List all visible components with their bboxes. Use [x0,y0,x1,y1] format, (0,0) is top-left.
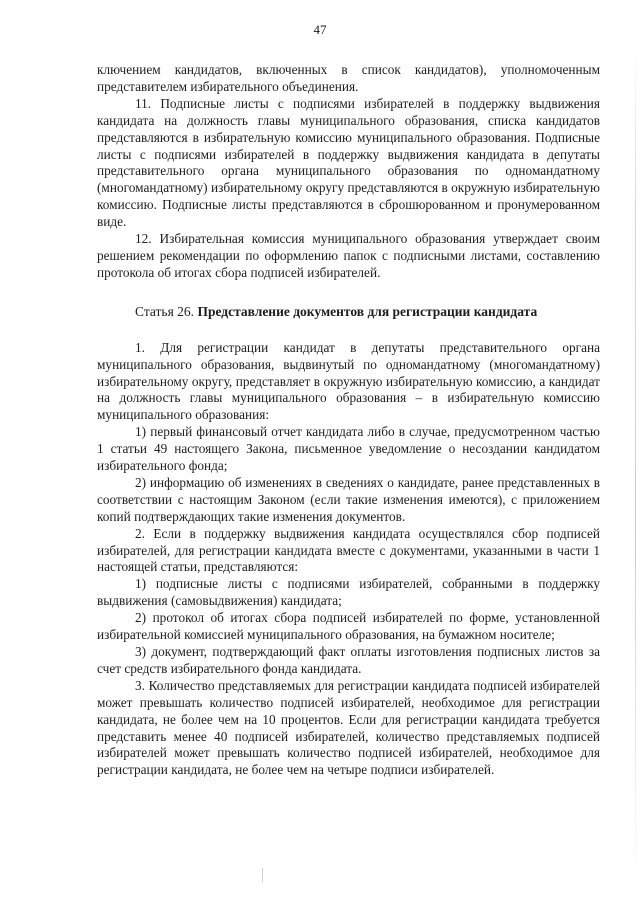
article-item-2-3: 3) документ, подтверждающий факт оплаты изготовления подписных листов за счет средств избирательного фонда кандидата. [97,644,600,676]
article-item-1-2: 2) информацию об изменениях в сведениях о кандидате, ранее представленных в соответствии с настоящим Законом (если такие изменения имеются), с приложением копий подтверждающих такие изменения документов. [97,474,600,524]
article-title: Представление документов для регистрации кандидата [197,303,538,319]
article-paragraph-2: 2. Если в поддержку выдвижения кандидата осуществлялся сбор подписей избирателей, для регистрации кандидата вместе с документами, указанными в части 1 настоящей статьи, представляются: [97,525,600,575]
scan-edge-line [635,40,636,890]
paragraph-11: 11. Подписные листы с подписями избирателей в поддержку выдвижения кандидата на должность главы муниципального образования, списка кандидатов представляются в избирательную комиссию муниципального образования. Подписные листы с подписями избирателей в поддержку выдвижения кандидата в депутаты представительного органа муниципального образования по одномандатному (многомандатному) избирательному округу представляются в окружную избирательную комиссию. Подписные листы представляются в сброшюрованном и пронумерованном виде. [97,95,600,230]
article-paragraph-1: 1. Для регистрации кандидат в депутаты представительного органа муниципального образования, выдвинутый по одномандатному (многомандатному) избирательному округу, представляет в окружную избирательную комиссию, а кандидат на должность главы муниципального образования – в избирательную комиссию муниципального образования: [97,339,600,423]
page-number: 47 [313,22,327,37]
article-item-2-1: 1) подписные листы с подписями избирателей, собранными в поддержку выдвижения (самовыдвижения) кандидата; [97,576,600,609]
paragraph-12: 12. Избирательная комиссия муниципального образования утверждает своим решением рекомендации по оформлению папок с подписными листами, составлению протокола об итогах сбора подписей избирателей. [97,231,600,280]
article-heading [97,304,600,321]
scan-mark [262,868,263,882]
document-body [97,62,600,779]
paragraph-continuation: ключением кандидатов, включенных в список кандидатов), уполномоченным представителем избирательного объединения. [97,62,600,94]
article-prefix: Статья 26. [135,303,198,319]
article-item-2-2: 2) протокол об итогах сбора подписей избирателей по форме, установленной избирательной комиссией муниципального образования, на бумажном носителе; [97,610,600,643]
article-item-1-1: 1) первый финансовый отчет кандидата либо в случае, предусмотренном частью 1 статьи 49 настоящего Закона, письменное уведомление о несоздании кандидатом избирательного фонда; [97,424,600,474]
article-paragraph-3: 3. Количество представляемых для регистрации кандидата подписей избирателей может превышать количество подписей избирателей, необходимое для регистрации кандидата, не более чем на 10 процентов. Если для регистрации кандидата требуется представить менее 40 подписей избирателей, количество представляемых подписей избирателей может превышать количество подписей избирателей, необходимое для регистрации кандидата, не более чем на четыре подписи избирателей. [97,677,600,778]
